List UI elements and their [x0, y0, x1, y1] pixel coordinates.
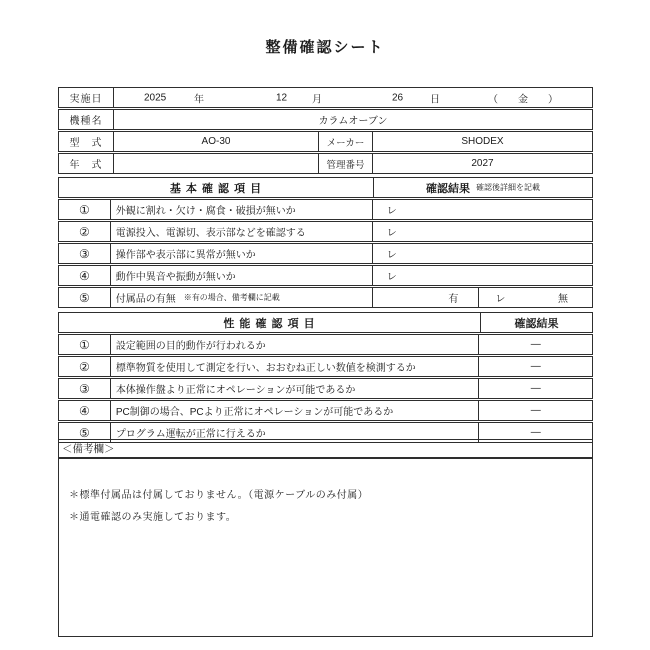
perf-row-3 [58, 378, 593, 399]
basic-row-2 [58, 221, 593, 242]
basic-row-4 [58, 265, 593, 286]
date-year: 2025 [144, 92, 167, 103]
basic-row-3 [58, 243, 593, 264]
perf-row-4-result: ― [530, 405, 541, 416]
sheet-title: 整備確認シート [265, 39, 385, 56]
perf-row-2-no: ② [59, 357, 111, 376]
year-value [114, 154, 319, 173]
model-row [58, 131, 593, 152]
remarks-box [58, 458, 593, 637]
model-value: AO-30 [114, 132, 319, 151]
date-paren-open: （ [488, 94, 498, 105]
perf-row-1-no: ① [59, 335, 111, 354]
basic-row-4-item: 動作中異音や振動が無いか [111, 266, 373, 285]
basic-row-5-item-text: 付属品の有無 [115, 294, 176, 305]
basic-header-result [374, 178, 592, 197]
perf-row-5-item: プログラム運転が正常に行えるか [111, 423, 480, 442]
model-label: 型 式 [59, 132, 114, 151]
remarks-note-2: ＊通電確認のみ実施しております。 [69, 512, 237, 523]
date-month: 12 [276, 92, 288, 103]
perf-row-3-item: 本体操作盤より正常にオペレーションが可能であるか [111, 379, 480, 398]
year-label: 年 式 [59, 154, 114, 173]
basic-row-1-no: ① [59, 200, 111, 219]
date-month-suffix: 月 [312, 94, 322, 105]
remarks-note-1: ＊標準付属品は付属しておりません。（電源ケーブルのみ付属） [69, 490, 369, 501]
basic-row-2-item: 電源投入、電源切、表示部などを確認する [111, 222, 373, 241]
basic-row-3-no: ③ [59, 244, 111, 263]
basic-row-5-option-yes: 有 [373, 288, 480, 307]
perf-row-2 [58, 356, 593, 377]
perf-header-row [58, 312, 593, 333]
basic-row-1-check-mark: レ [386, 206, 397, 217]
perf-row-4 [58, 400, 593, 421]
basic-row-5-item [111, 288, 373, 307]
basic-row-3-item: 操作部や表示部に異常が無いか [111, 244, 373, 263]
date-value-cell [114, 88, 592, 107]
perf-row-4-item: PC制御の場合、PCより正常にオペレーションが可能であるか [111, 401, 480, 420]
control-number-label: 管理番号 [319, 154, 373, 173]
basic-header-items: 基 本 確 認 項 目 [59, 178, 374, 197]
date-label: 実施日 [59, 88, 114, 107]
perf-row-2-result: ― [530, 361, 541, 372]
basic-result-title: 確認結果 [426, 182, 470, 195]
basic-row-5-no: ⑤ [59, 288, 111, 307]
basic-row-5-item-note: ※有の場合、備考欄に記載 [183, 293, 280, 302]
basic-row-5 [58, 287, 593, 308]
date-row [58, 87, 593, 108]
basic-row-4-no: ④ [59, 266, 111, 285]
basic-row-3-check-mark: レ [386, 250, 397, 261]
date-weekday: 金 [518, 94, 528, 105]
info-table [58, 87, 593, 174]
maker-value: SHODEX [461, 136, 504, 147]
date-day: 26 [392, 92, 404, 103]
perf-row-1-result: ― [530, 339, 541, 350]
basic-row-1 [58, 199, 593, 220]
basic-row-4-check-mark: レ [386, 272, 397, 283]
basic-row-2-check-mark: レ [386, 228, 397, 239]
perf-row-3-result: ― [530, 383, 541, 394]
basic-row-1-item: 外観に割れ・欠け・腐食・破損が無いか [111, 200, 373, 219]
basic-result-note: 確認後詳細を記載 [476, 183, 540, 192]
perf-row-1-item: 設定範囲の目的動作が行われるか [111, 335, 480, 354]
basic-header-row [58, 177, 593, 198]
basic-confirmation-table [58, 177, 593, 308]
perf-row-5-no: ⑤ [59, 423, 111, 442]
remarks-label: ＜備考欄＞ [58, 439, 593, 458]
basic-row-5-check-mark: レ [495, 294, 506, 305]
perf-row-3-no: ③ [59, 379, 111, 398]
basic-row-2-no: ② [59, 222, 111, 241]
perf-row-4-no: ④ [59, 401, 111, 420]
perf-header-result: 確認結果 [514, 317, 559, 330]
perf-row-5-result: ― [530, 427, 541, 438]
maker-label: メーカー [319, 132, 373, 151]
performance-confirmation-table [58, 312, 593, 443]
date-year-suffix: 年 [194, 94, 204, 105]
control-number-value: 2027 [471, 158, 494, 169]
perf-row-2-item: 標準物質を使用して測定を行い、おおむね正しい数値を検測するか [111, 357, 480, 376]
perf-row-1 [58, 334, 593, 355]
model-name-row [58, 109, 593, 130]
date-paren-close: ） [548, 94, 558, 105]
model-name-label: 機種名 [59, 110, 114, 129]
basic-row-5-option-no: 無 [558, 294, 568, 305]
perf-header-items: 性 能 確 認 項 目 [59, 313, 481, 332]
model-name-value: カラムオーブン [318, 116, 388, 127]
basic-row-5-option-no-cell [479, 288, 592, 307]
year-row [58, 153, 593, 174]
date-day-suffix: 日 [430, 94, 440, 105]
